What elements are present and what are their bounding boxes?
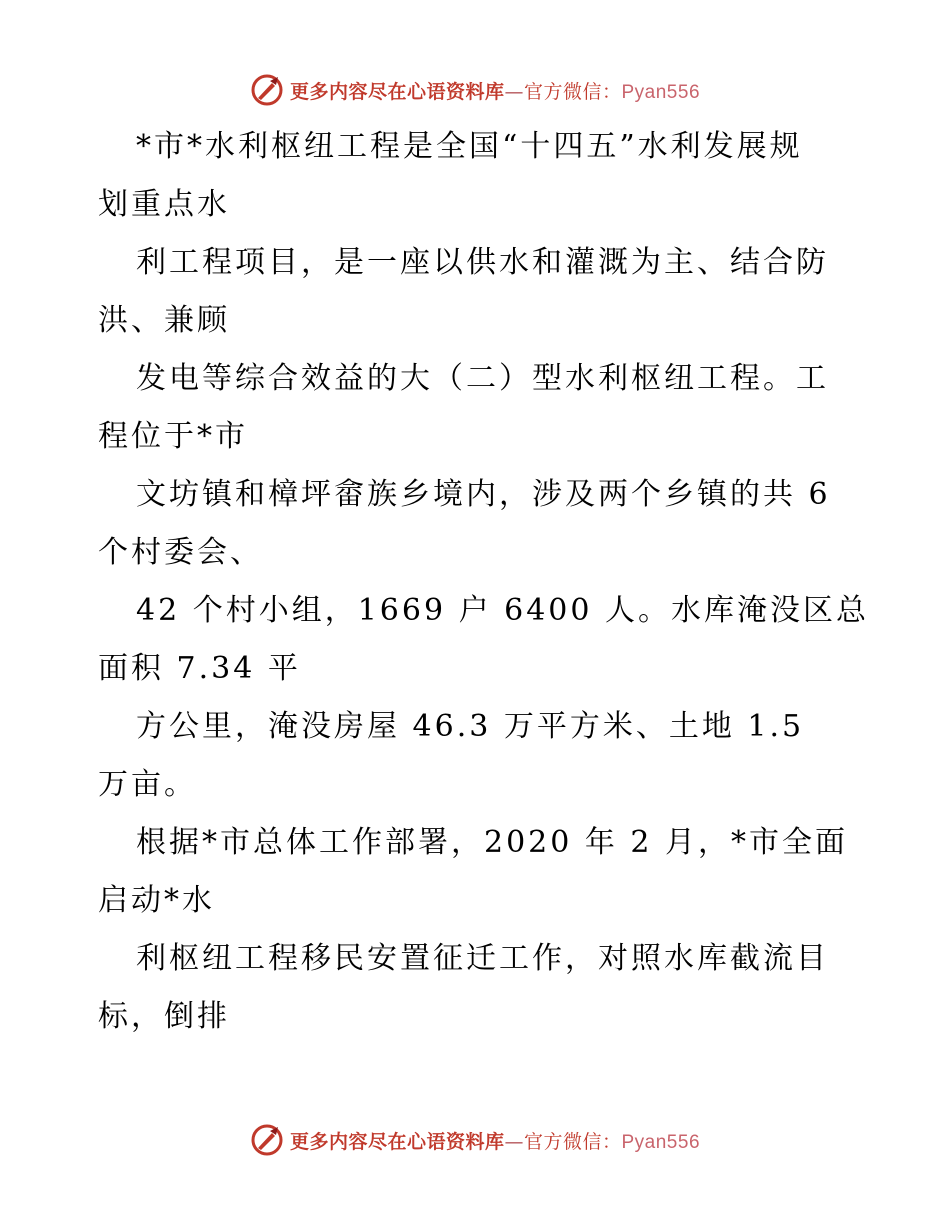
watermark-brand: 更多内容尽在心语资料库 bbox=[289, 80, 505, 103]
text-line: 利枢纽工程移民安置征迁工作，对照水库截流目 bbox=[136, 941, 829, 976]
header-watermark bbox=[0, 70, 950, 110]
text-line: 程位于*市 bbox=[98, 419, 248, 454]
text-line: 文坊镇和樟坪畲族乡境内，涉及两个乡镇的共 6 bbox=[136, 477, 831, 512]
text-line: 方公里，淹没房屋 46.3 万平方米、土地 1.5 bbox=[136, 709, 805, 744]
text-line: 根据*市总体工作部署，2020 年 2 月，*市全面 bbox=[136, 825, 849, 860]
text-line: 利工程项目，是一座以供水和灌溉为主、结合防 bbox=[136, 245, 829, 280]
text-line: 标，倒排 bbox=[98, 999, 230, 1034]
text-line: 个村委会、 bbox=[98, 535, 263, 570]
watermark-text bbox=[290, 77, 700, 104]
document-body bbox=[98, 118, 870, 1046]
watermark-separator: — bbox=[504, 1130, 524, 1153]
text-line: 洪、兼顾 bbox=[98, 303, 230, 338]
watermark-handle: Pyan556 bbox=[621, 81, 701, 103]
footer-watermark bbox=[0, 1120, 950, 1160]
watermark-handle: Pyan556 bbox=[621, 1131, 701, 1153]
watermark-label: 官方微信： bbox=[523, 1130, 622, 1153]
text-line: 启动*水 bbox=[98, 883, 215, 918]
text-line: *市*水利枢纽工程是全国“十四五”水利发展规 bbox=[136, 129, 803, 164]
text-line: 划重点水 bbox=[98, 187, 230, 222]
text-line: 面积 7.34 平 bbox=[98, 651, 301, 686]
text-line: 42 个村小组，1669 户 6400 人。水库淹没区总 bbox=[136, 593, 870, 628]
watermark-brand: 更多内容尽在心语资料库 bbox=[289, 1130, 505, 1153]
quill-logo-icon bbox=[250, 73, 284, 107]
text-line: 发电等综合效益的大（二）型水利枢纽工程。工 bbox=[136, 361, 829, 396]
quill-logo-icon bbox=[250, 1123, 284, 1157]
watermark-label: 官方微信： bbox=[523, 80, 622, 103]
watermark-text bbox=[290, 1127, 700, 1154]
text-line: 万亩。 bbox=[98, 767, 197, 802]
watermark-separator: — bbox=[504, 80, 524, 103]
